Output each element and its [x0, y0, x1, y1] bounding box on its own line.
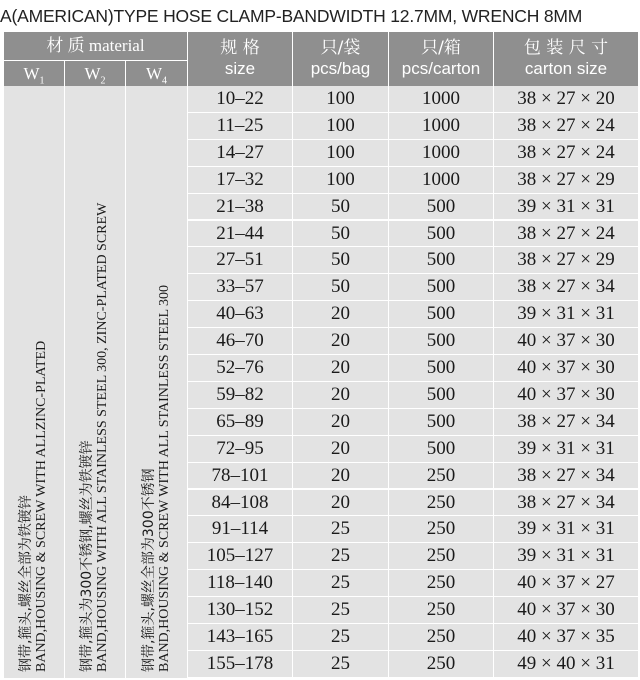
pcs-carton-cell: 500	[389, 301, 494, 327]
material-w2-text: 钢带,箍头为300不锈钢,螺丝为铁镀锌 BAND,HOUSING WITH ALL STAINLESS STEEL 300, ZINC-PLATED SCREW	[79, 202, 110, 672]
table-row	[188, 382, 638, 409]
table-row	[188, 516, 638, 543]
table-row	[188, 301, 638, 328]
size-cell: 14–27	[188, 140, 293, 166]
table-row	[188, 463, 638, 490]
size-cell: 52–76	[188, 355, 293, 381]
pcs-bag-cell: 20	[293, 328, 389, 354]
pcs-bag-cell: 20	[293, 355, 389, 381]
pcs-bag-cell: 20	[293, 409, 389, 435]
pcs-bag-cell: 20	[293, 463, 389, 489]
pcs-carton-cell: 250	[389, 597, 494, 623]
carton-size-header: 包 装 尺 寸 carton size	[494, 32, 638, 86]
pcs-bag-cell: 20	[293, 490, 389, 516]
size-cell: 143–165	[188, 624, 293, 650]
table-row	[188, 274, 638, 301]
pcs-bag-cell: 50	[293, 194, 389, 220]
carton-size-cell: 38 × 27 × 29	[517, 249, 615, 271]
size-cell: 59–82	[188, 382, 293, 408]
size-cell: 11–25	[188, 113, 293, 139]
size-cell: 78–101	[188, 463, 293, 489]
pcs-carton-cell: 250	[389, 543, 494, 569]
carton-size-cell: 39 × 31 × 31	[517, 518, 615, 540]
pcs-carton-cell: 500	[389, 409, 494, 435]
carton-size-cell: 40 × 37 × 27	[517, 572, 615, 594]
pcs-carton-cell: 500	[389, 436, 494, 462]
size-cell: 65–89	[188, 409, 293, 435]
pcs-carton-cell: 500	[389, 221, 494, 247]
carton-size-cell: 38 × 27 × 20	[517, 88, 615, 109]
size-cell: 105–127	[188, 543, 293, 569]
pcs-carton-cell: 250	[389, 516, 494, 542]
pcs-bag-cell: 100	[293, 140, 389, 166]
table-row	[188, 597, 638, 624]
material-w2-cell	[65, 86, 126, 678]
pcs-carton-cell: 250	[389, 651, 494, 677]
size-cell: 118–140	[188, 570, 293, 596]
size-cell: 10–22	[188, 86, 293, 112]
pcs-bag-cell: 25	[293, 597, 389, 623]
carton-size-cell: 39 × 31 × 31	[517, 437, 615, 459]
pcs-bag-cell: 25	[293, 543, 389, 569]
pcs-bag-cell: 50	[293, 247, 389, 273]
pcs-carton-cell: 500	[389, 328, 494, 354]
pcs-carton-cell: 500	[389, 274, 494, 300]
pcs-carton-cell: 1000	[389, 86, 494, 112]
pcs-bag-cell: 20	[293, 382, 389, 408]
carton-size-cell: 39 × 31 × 31	[517, 303, 615, 325]
size-cell: 155–178	[188, 651, 293, 677]
carton-size-cell: 49 × 40 × 31	[517, 652, 615, 674]
pcs-bag-cell: 25	[293, 570, 389, 596]
page-title: A(AMERICAN)TYPE HOSE CLAMP-BANDWIDTH 12.7MM, WRENCH 8MM	[0, 6, 583, 26]
table-row	[188, 543, 638, 570]
material-w1-text: 钢带,箍头,螺丝全部为铁镀锌 BAND,HOUSING & SCREW WITH ALLZINC-PLATED	[18, 340, 49, 672]
table-row	[188, 167, 638, 194]
table-row	[188, 221, 638, 248]
material-header: 材 质 material	[4, 32, 188, 60]
table-row	[188, 86, 638, 113]
table-row	[188, 194, 638, 221]
size-cell: 130–152	[188, 597, 293, 623]
size-cell: 21–44	[188, 221, 293, 247]
pcs-bag-header: 只/袋 pcs/bag	[293, 32, 389, 86]
size-cell: 33–57	[188, 274, 293, 300]
pcs-carton-cell: 1000	[389, 167, 494, 193]
pcs-bag-cell: 50	[293, 274, 389, 300]
size-header: 规 格 size	[188, 32, 293, 86]
size-cell: 91–114	[188, 516, 293, 542]
carton-size-cell: 40 × 37 × 30	[517, 599, 615, 621]
pcs-carton-cell: 500	[389, 194, 494, 220]
material-w4-text: 钢带,箍头,螺丝全部为300不锈钢 BAND,HOUSING & SCREW WITH ALL STAINLESS STEEL 300	[140, 285, 172, 672]
table-row	[188, 570, 638, 597]
carton-size-cell: 38 × 27 × 24	[517, 141, 615, 163]
material-w4-cell	[126, 86, 188, 678]
size-cell: 46–70	[188, 328, 293, 354]
spec-table	[4, 32, 638, 678]
carton-size-cell: 38 × 27 × 34	[517, 276, 615, 298]
table-row	[188, 355, 638, 382]
pcs-carton-cell: 1000	[389, 113, 494, 139]
table-row	[188, 651, 638, 678]
size-cell: 40–63	[188, 301, 293, 327]
pcs-bag-cell: 100	[293, 167, 389, 193]
size-cell: 72–95	[188, 436, 293, 462]
pcs-carton-cell: 250	[389, 570, 494, 596]
table-row	[188, 409, 638, 436]
table-row	[188, 113, 638, 140]
pcs-carton-cell: 1000	[389, 140, 494, 166]
carton-size-cell: 38 × 27 × 29	[517, 168, 615, 190]
pcs-bag-cell: 20	[293, 436, 389, 462]
size-cell: 84–108	[188, 490, 293, 516]
pcs-carton-cell: 500	[389, 247, 494, 273]
pcs-bag-cell: 20	[293, 301, 389, 327]
pcs-carton-header: 只/箱 pcs/carton	[389, 32, 494, 86]
carton-size-cell: 40 × 37 × 35	[517, 626, 615, 647]
pcs-carton-cell: 250	[389, 463, 494, 489]
carton-size-cell: 39 × 31 × 31	[517, 195, 615, 217]
w2-header: $W_2$	[65, 60, 126, 86]
pcs-carton-cell: 500	[389, 355, 494, 381]
carton-size-cell: 38 × 27 × 34	[517, 491, 615, 513]
pcs-bag-cell: 100	[293, 113, 389, 139]
carton-size-cell: 38 × 27 × 34	[517, 410, 615, 432]
size-cell: 21–38	[188, 194, 293, 220]
pcs-bag-cell: 25	[293, 624, 389, 650]
table-row	[188, 490, 638, 517]
pcs-bag-cell: 50	[293, 221, 389, 247]
table-row	[188, 436, 638, 463]
material-w1-cell	[4, 86, 65, 678]
carton-size-cell: 38 × 27 × 24	[517, 222, 615, 244]
carton-size-cell: 40 × 37 × 30	[517, 357, 615, 378]
row-divider	[188, 677, 638, 678]
table-row	[188, 328, 638, 355]
w4-header: $W_4$	[126, 60, 188, 86]
carton-size-cell: 40 × 37 × 30	[517, 383, 615, 405]
pcs-bag-cell: 25	[293, 651, 389, 677]
pcs-bag-cell: 100	[293, 86, 389, 112]
w1-header: $W_1$	[4, 60, 65, 86]
size-cell: 27–51	[188, 247, 293, 273]
table-row	[188, 624, 638, 651]
carton-size-cell: 38 × 27 × 34	[517, 464, 615, 486]
carton-size-cell: 38 × 27 × 24	[517, 114, 615, 136]
pcs-carton-cell: 500	[389, 382, 494, 408]
size-cell: 17–32	[188, 167, 293, 193]
pcs-carton-cell: 250	[389, 490, 494, 516]
table-row	[188, 140, 638, 167]
carton-size-cell: 39 × 31 × 31	[517, 545, 615, 567]
carton-size-cell: 40 × 37 × 30	[517, 330, 615, 352]
pcs-carton-cell: 250	[389, 624, 494, 650]
pcs-bag-cell: 25	[293, 516, 389, 542]
table-row	[188, 247, 638, 274]
